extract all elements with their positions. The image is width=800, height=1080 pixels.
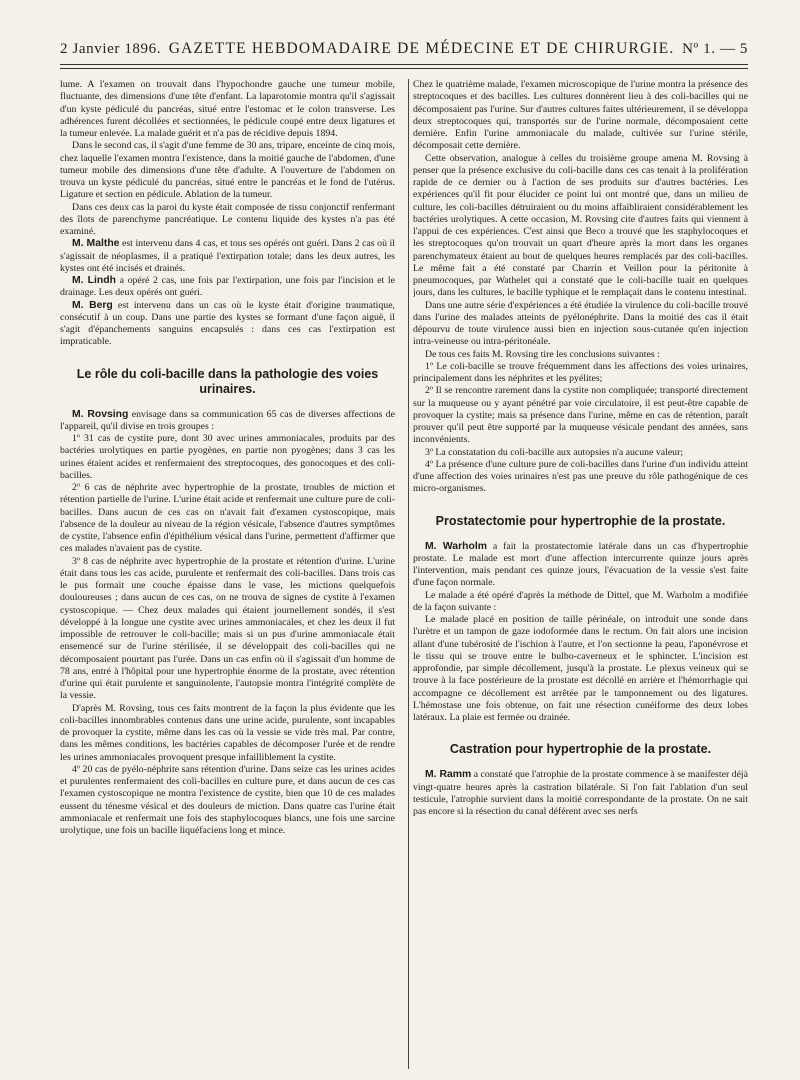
author-name: M. Rovsing [72,408,129,420]
header-date: 2 Janvier 1896. [60,41,162,57]
left-column [60,79,395,1079]
list-item: 1º Le coli-bacille se trouve fréquemment dans les affections des voies urinaires, principalement dans les néphrites et les pyélites; [413,360,748,384]
author-name: M. Warholm [425,540,487,552]
right-column [413,79,748,1079]
paragraph [60,275,395,300]
two-column-body [60,79,748,1079]
paragraph: Le malade a été opéré d'après la méthode de Dittel, que M. Warholm a modifiée de la façon suivante : [413,589,748,613]
paragraph [60,409,395,434]
paragraph: Le malade placé en position de taille périnéale, on introduit une sonde dans l'urètre et un tampon de gaze iodoformée dans le rectum. On fait alors une incision allant d'une tubérosité de l'ischion à l'autre, et l'on sectionne la peau, l'aponévrose et le tissu qui se trouve entre le bulbo-caverneux et le sphincter. L'incision est approfondie, par simple décollement, jusqu'à la prostate. Le plexus veineux qui se trouve à la face postérieure de la prostate est décollé en arrière et l'hémorrhagie qui accompagne ce décollement est arrêtée par le tamponnement ou des ligatures. L'hémostase une fois obtenue, on fait une résection cunéiforme des deux lobes latéraux. La plaie est fermée ou drainée. [413,614,748,723]
paragraph: Cette observation, analogue à celles du troisième groupe amena M. Rovsing à penser que la présence exclusive du coli-bacille dans ces cas tenait à la prolifération rapide de ce dernier ou à l'action de ses produits sur d'autres bactéries. Les expériences qu'il fit pour élucider ce point lui ont montré que, dans un milieu de culture, les coli-bacilles détruiraient ou du moins affaibliraient considérablement les bactéries urolytiques. A cette occasion, M. Rovsing cite d'autres faits qui viennent à l'appui de ces expériences. C'est ainsi que Beco a trouvé que les staphylocoques et les streptocoques qu'on trouvait un quart d'heure après la mort dans les organes parenchymateux étaient au bout de quelques heures remplacés par des coli-bacilles. Le même fait a été constaté par Charrin et Veillon pour la péritonite à pneumocoques, par Wathelet qui a constaté que le coli-bacille tuait en quelques jours, dans les cultures, le bacille typhique et le remplaçait dans le contenu intestinal. [413,152,748,299]
section-heading: Prostatectomie pour hypertrophie de la prostate. [435,513,726,528]
author-name: M. Ramm [425,769,472,781]
paragraph [413,541,748,590]
section-heading: Castration pour hypertrophie de la prostate. [449,742,712,757]
list-item: 3º La constatation du coli-bacille aux autopsies n'a aucune valeur; [425,446,684,458]
issue-page-number: Nº 1. — 5 [682,41,748,57]
paragraph [60,238,395,275]
paragraph: Dans une autre série d'expériences a été étudiée la virulence du coli-bacille trouvé dans l'urine des malades atteints de pyélonéphrite. Dans la moitié des cas il était dépourvu de toute virulence aussi bien en injection sous-cutanée qu'en injection intra-veineuse ou intra-péritonéale. [413,299,748,348]
paragraph-text: a fait la prostatectomie latérale dans un cas d'hypertrophie prostate. Le malade est mort d'une affection intercurrente quinze jours après l'intervention, mais pendant ces quinze jours, l'évacuation de la vessie s'est faite d'une façon normale. [413,540,748,589]
paragraph: De tous ces faits M. Rovsing tire les conclusions suivantes : [425,348,660,360]
paragraph-text: envisage dans sa communication 65 cas de diverses affections de l'appareil, qu'il divise en trois groupes : [60,408,395,432]
section-heading: Le rôle du coli-bacille dans la pathologie des voies urinaires. [76,366,379,396]
author-name: M. Berg [72,299,113,311]
paragraph-text: est intervenu dans un cas où le kyste était d'origine traumatique, consécutif à un coup. Dans une partie des kystes se formant d'une façon aiguë, il s'agit d'épanchements sanguins encapsulés : dans ces cas l'extirpation est impraticable. [60,299,395,348]
list-item: 4º 20 cas de pyélo-néphrite sans rétention d'urine. Dans seize cas les urines acides et purulentes renfermaient des coli-bacilles en culture pure, et dans aucun de ces cas l'examen cystoscopique ne montra l'existence de cystite, bien que 10 de ces malades eussent du ténesme vésical et des douleurs de miction. Dans quatre cas l'urine était ammoniacale et renfermait une fois des staphylocoques blancs, une fois une sarcine urolytique, une fois un bacille liquéfaciens long et mince. [60,763,395,836]
paragraph-text: est intervenu dans 4 cas, et tous ses opérés ont guéri. Dans 2 cas où il s'agissait de néoplasmes, il a pratiqué l'extirpation totale; dans les deux autres, les kystes ont été incisés et drainés. [60,238,395,274]
paragraph: Dans ces deux cas la paroi du kyste était composée de tissu conjonctif renfermant des îlots de parenchyme pancréatique. Le contenu liquide des kystes n'a pas été examiné. [60,201,395,237]
list-item: 3º 8 cas de néphrite avec hypertrophie de la prostate et rétention d'urine. L'urine était dans tous les cas acide, purulente et renfermait des coli-bacilles. Dans trois cas le pus formait une couche épaisse dans le vase, les mictions quelquefois douloureuses ; dans aucun de ces cas, on ne trouva de signes de cystite à l'examen cystoscopique. — Chez deux malades qui étaient journellement sondés, il s'est développé à la longue une cystite avec urines ammoniacales, et chez les deux il fut impossible de retrouver le coli-bacille; mais si un pus d'urine ammoniacale était ensemencé sur de l'urine stérilisée, il se développait des coli-bacilles qui ne décomposaient pourtant pas l'urée. Dans un cas enfin où il s'agissait d'un homme de 78 ans, entré à l'hôpital pour une hypertrophie énorme de la prostate, avec rétention d'urine qui était purulente et sanguinolente, l'autopsie montra l'intégrité complète de la vessie. [60,555,395,702]
paragraph: D'après M. Rovsing, tous ces faits montrent de la façon la plus évidente que les coli-bacilles innombrables contenus dans une urine acide, purulente, sont incapables de provoquer la cystite, même dans les cas où la vessie se vide très mal. Par contre, dans les mêmes conditions, les bactéries capables de décomposer l'urée et de rendre les urines ammoniacales provoquent presque infailliblement la cystite. [60,702,395,763]
author-name: M. Malthe [72,238,120,250]
list-item: 4º La présence d'une culture pure de coli-bacilles dans l'urine d'un individu atteint d'une affection des voies urinaires n'est pas une preuve du rôle pathogénique de ces micro-organismes. [413,458,748,495]
paragraph-text: a opéré 2 cas, une fois par l'extirpation, une fois par l'incision et le drainage. Les deux opérés ont guéri. [60,275,395,299]
column-divider [408,79,409,1069]
paragraph-text: a constaté que l'atrophie de la prostate commence à se manifester déjà vingt-quatre heures après la castration bilatérale. Si l'on fait l'ablation d'un seul testicule, l'atrophie survient dans la moitié correspondante de la prostate. On ne sait pas encore si la résection du canal déférent avec ses nerfs [413,769,748,817]
list-item: 1º 31 cas de cystite pure, dont 30 avec urines ammoniacales, produits par des bactéries urolytiques en partie pyogènes, en partie non pyogènes; dans 3 cas les urines étaient acides et renfermaient des streptocoques, des gonocoques et des coli-bacilles. [60,433,395,481]
paragraph: Chez le quatrième malade, l'examen microscopique de l'urine montra la présence des streptocoques et des bacilles. Les cultures donnèrent lieu à des coli-bacilles qui ne décomposaient pas l'urine. Sur d'autres cultures faites ultérieurement, il se développa deux streptocoques qui, transportés sur de l'urine normale, décomposaient cette dernière. Enfin l'urine ammoniacale du malade, cultivée sur l'urine stérile, décomposait cette dernière. [413,79,748,152]
paragraph: lume. A l'examen on trouvait dans l'hypochondre gauche une tumeur mobile, fluctuante, des dimensions d'une tête d'enfant. La laparotomie montra qu'il s'agissait d'un kyste pédiculé du pancréas, situé entre l'estomac et le colon transverse. Les adhérences furent décollées et sectionnées, le pédicule coupé entre deux ligatures et la tumeur enlevée. La malade guérit et n'a pas de récidive depuis 1894. [60,79,395,139]
list-item: 2º Il se rencontre rarement dans la cystite non compliquée; transporté directement sur la muqueuse ou y ayant pénétré par voie circulatoire, il est peut-être capable de provoquer la cystite; mais sa présence dans l'urine, même en cas de rétention, paraît prouver qu'il peut être supporté par la muqueuse vésicale pendant des années, sans inconvénients. [413,385,748,446]
author-name: M. Lindh [72,275,116,286]
paragraph: Dans le second cas, il s'agit d'une femme de 30 ans, tripare, enceinte de cinq mois, chez laquelle l'examen montra l'existence, dans la moitié gauche de l'abdomen, d'une tumeur mobile des dimensions d'une tête d'adulte. A l'ouverture de l'abdomen on trouva un kyste pédiculé du pancréas, situé entre le pancréas et le fond de l'utérus. Ligature et section en pédicule. Ablation de la tumeur. [60,140,395,201]
list-item: 2º 6 cas de néphrite avec hypertrophie de la prostate, troubles de miction et rétention partielle de l'urine. L'urine était acide et renfermait une culture pure de coli-bacilles. Dans aucun de ces cas on n'avait fait d'examen cystoscopique, mais l'absence de la douleur au niveau de la région vésicale, l'absence d'autres symptômes de cystite, l'absence enfin d'épithélium vésical dans l'urine, permettent d'affirmer que ces malades n'avaient pas de cystite. [60,482,395,555]
running-header [60,40,748,58]
journal-title: GAZETTE HEBDOMADAIRE DE MÉDECINE ET DE CHIRURGIE. [168,40,675,57]
paragraph [60,300,395,349]
header-rule [60,64,748,69]
paragraph [413,769,748,818]
